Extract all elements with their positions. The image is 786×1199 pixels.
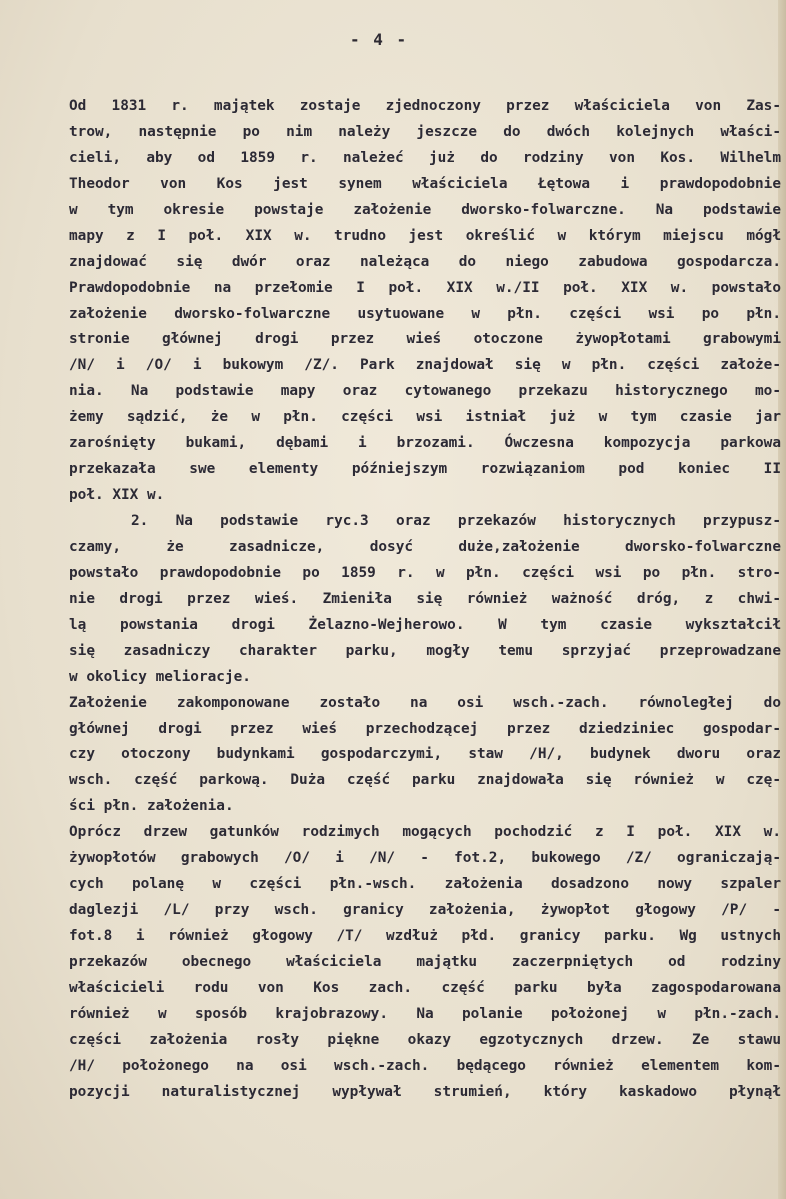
- text-line: /H/ położonego na osi wsch.-zach. będącego również elementem kom-: [69, 1057, 781, 1074]
- text-line: fot.8 i również głogowy /T/ wzdłuż płd. granicy parku. Wg ustnych: [69, 928, 781, 944]
- text-line: żemy sądzić, że w płn. części wsi istniał już w tym czasie jar: [69, 409, 781, 426]
- text-line: stronie głównej drogi przez wieś otoczone żywopłotami grabowymi: [69, 331, 781, 348]
- text-line: nie drogi przez wieś. Zmieniła się również ważność dróg, z chwi-: [69, 590, 781, 607]
- text-line: czy otoczony budynkami gospodarczymi, staw /H/, budynek dworu oraz: [69, 746, 781, 763]
- text-line: cych polanę w części płn.-wsch. założenia dosadzono nowy szpaler: [69, 876, 781, 893]
- text-line: właścicieli rodu von Kos zach. część parku była zagospodarowana: [69, 979, 781, 996]
- text-line: Założenie zakomponowane zostało na osi wsch.-zach. równoległej do: [69, 694, 781, 711]
- text-line: lą powstania drogi Żelazno-Wejherowo. W tym czasie wykształcił: [69, 616, 781, 633]
- text-line: w okolicy melioracje.: [69, 668, 251, 685]
- text-line: Theodor von Kos jest synem właściciela Łętowa i prawdopodobnie: [69, 175, 781, 192]
- text-line: cieli, aby od 1859 r. należeć już do rodziny von Kos. Wilhelm: [69, 149, 781, 166]
- page-number: - 4 -: [350, 30, 409, 49]
- text-line: nia. Na podstawie mapy oraz cytowanego przekazu historycznego mo-: [69, 383, 781, 400]
- text-line: się zasadniczy charakter parku, mogły temu sprzyjać przeprowadzane: [69, 642, 781, 659]
- text-line: powstało prawdopodobnie po 1859 r. w płn. części wsi po płn. stro-: [69, 564, 781, 581]
- text-line: w tym okresie powstaje założenie dworsko-folwarczne. Na podstawie: [69, 201, 781, 218]
- text-line: żywopłotów grabowych /O/ i /N/ - fot.2, bukowego /Z/ ograniczają-: [69, 850, 781, 867]
- text-line: głównej drogi przez wieś przechodzącej przez dziedziniec gospodar-: [69, 720, 781, 737]
- text-line: daglezji /L/ przy wsch. granicy założenia, żywopłot głogowy /P/ -: [69, 902, 781, 919]
- text-line: Oprócz drzew gatunków rodzimych mogących pochodzić z I poł. XIX w.: [69, 824, 781, 841]
- text-line: poł. XIX w.: [69, 487, 165, 504]
- text-line: trow, następnie po nim należy jeszcze do dwóch kolejnych właści-: [69, 123, 781, 140]
- text-line: ści płn. założenia.: [69, 798, 234, 815]
- text-line: 2. Na podstawie ryc.3 oraz przekazów historycznych przypusz-: [131, 513, 781, 529]
- text-line: założenie dworsko-folwarczne usytuowane w płn. części wsi po płn.: [69, 305, 781, 322]
- text-line: Od 1831 r. majątek zostaje zjednoczony przez właściciela von Zas-: [69, 98, 781, 114]
- text-line: czamy, że zasadnicze, dosyć duże,założenie dworsko-folwarczne: [69, 538, 781, 555]
- text-line: wsch. część parkową. Duża część parku znajdowała się również w czę-: [69, 772, 781, 789]
- text-line: części założenia rosły piękne okazy egzotycznych drzew. Ze stawu: [69, 1031, 781, 1048]
- text-line: /N/ i /O/ i bukowym /Z/. Park znajdował się w płn. części założe-: [69, 357, 781, 374]
- text-line: znajdować się dwór oraz należąca do niego zabudowa gospodarcza.: [69, 253, 781, 270]
- text-line: zarośnięty bukami, dębami i brzozami. Ówczesna kompozycja parkowa: [69, 435, 781, 452]
- text-line: przekazała swe elementy późniejszym rozwiązaniom pod koniec II: [69, 461, 781, 478]
- body-text: [69, 94, 781, 1106]
- text-line: Prawdopodobnie na przełomie I poł. XIX w./II poł. XIX w. powstało: [69, 279, 781, 296]
- text-line: mapy z I poł. XIX w. trudno jest określić w którym miejscu mógł: [69, 227, 781, 244]
- text-line: pozycji naturalistycznej wypływał strumień, który kaskadowo płynął: [69, 1083, 781, 1100]
- text-line: przekazów obecnego właściciela majątku zaczerpniętych od rodziny: [69, 953, 781, 970]
- text-line: również w sposób krajobrazowy. Na polanie położonej w płn.-zach.: [69, 1005, 781, 1022]
